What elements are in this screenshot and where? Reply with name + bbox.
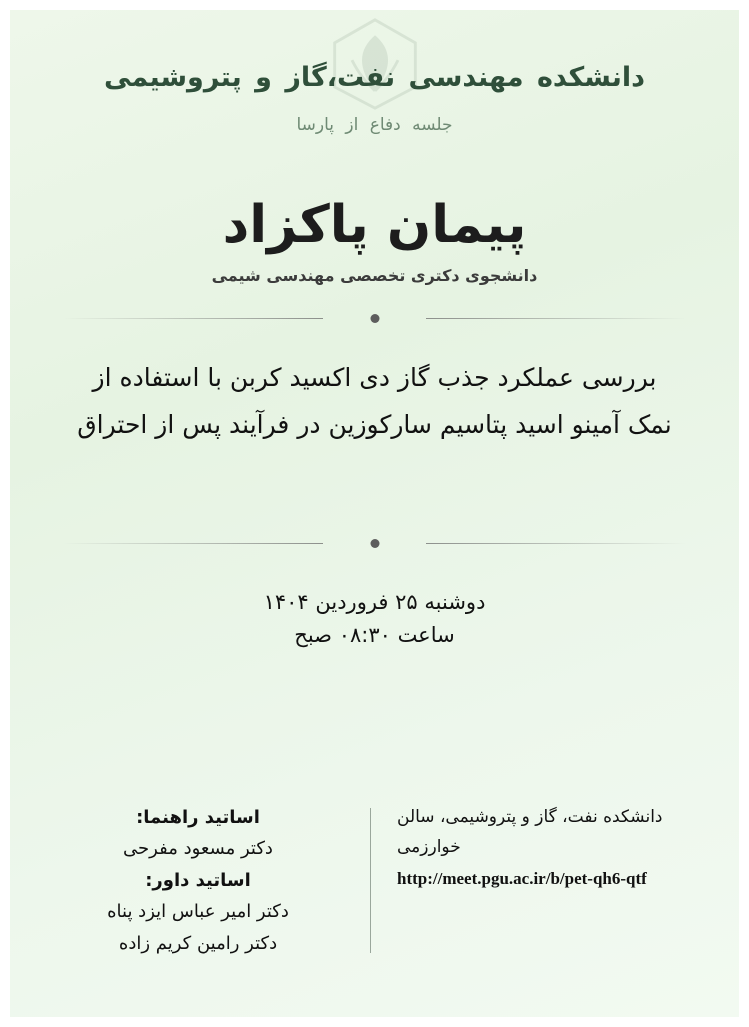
poster-content	[10, 10, 739, 653]
venue-text: دانشکده نفت، گاز و پتروشیمی، سالن خوارزمی	[397, 806, 663, 858]
supervisors-label: اساتید راهنما:	[136, 806, 260, 828]
divider-dot	[370, 314, 379, 323]
divider-bottom	[50, 536, 699, 550]
thesis-title: بررسی عملکرد جذب گاز دی اکسید کربن با استفاده از نمک آمینو اسید پتاسیم سارکوزین در فرآیند پس از احتراق	[77, 363, 672, 439]
poster-footer	[10, 802, 739, 960]
faculty-title: دانشکده مهندسی نفت،گاز و پتروشیمی	[104, 62, 645, 93]
meeting-link[interactable]: http://meet.pgu.ac.ir/b/pet-qh6-qtf	[397, 868, 647, 888]
reviewers-label: اساتید داور:	[145, 869, 251, 891]
supervisor-name: دکتر مسعود مفرحی	[123, 838, 273, 859]
divider-line-left	[63, 543, 323, 544]
reviewer-name: دکتر رامین کریم زاده	[118, 932, 278, 954]
student-degree: دانشجوی دکتری تخصصی مهندسی شیمی	[211, 266, 538, 286]
venue-column	[371, 802, 705, 960]
footer-vertical-divider	[370, 808, 371, 954]
divider-line-left	[63, 318, 323, 319]
divider-top	[50, 311, 699, 325]
divider-line-right	[426, 543, 686, 544]
event-time: ساعت ۰۸:۳۰ صبح	[294, 623, 455, 648]
divider-line-right	[426, 318, 686, 319]
committee-column	[44, 802, 370, 960]
divider-dot	[370, 539, 379, 548]
session-label: جلسه دفاع از پارسا	[296, 115, 453, 136]
reviewer-name: دکتر امیر عباس ایزد پناه	[107, 901, 289, 922]
student-name: پیمان پاکزاد	[222, 195, 527, 256]
event-date: دوشنبه ۲۵ فروردین ۱۴۰۴	[263, 589, 486, 614]
